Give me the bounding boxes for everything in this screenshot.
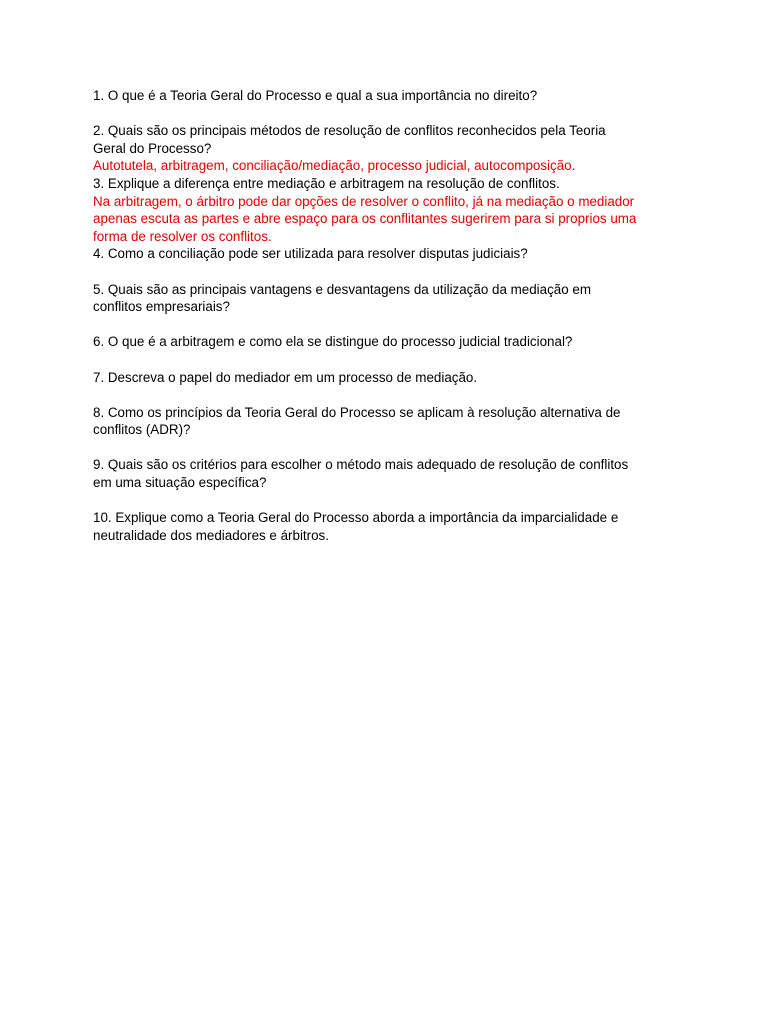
question-3 [93,175,683,245]
spacer [93,351,683,369]
question-9 [93,456,683,491]
question-1 [93,87,683,105]
document-page [93,87,683,544]
question-text: conflitos (ADR)? [93,422,191,438]
question-text: 6. O que é a arbitragem e como ela se distingue do processo judicial tradicional? [93,334,573,350]
question-text: 5. Quais são as principais vantagens e desvantagens da utilização da mediação em [93,281,591,297]
question-text: Geral do Processo? [93,140,212,156]
answer-text: forma de resolver os conflitos. [93,228,272,244]
question-text: 4. Como a conciliação pode ser utilizada para resolver disputas judiciais? [93,246,528,262]
question-text: 2. Quais são os principais métodos de resolução de conflitos reconhecidos pela Teoria [93,123,606,139]
question-8 [93,404,683,439]
spacer [93,492,683,510]
question-text: 3. Explique a diferença entre mediação e arbitragem na resolução de conflitos. [93,175,560,191]
question-text: neutralidade dos mediadores e árbitros. [93,527,329,543]
question-2 [93,122,683,175]
question-7 [93,369,683,387]
answer-text: Na arbitragem, o árbitro pode dar opções de resolver o conflito, já na mediação o mediador [93,193,635,209]
spacer [93,316,683,334]
answer-text: apenas escuta as partes e abre espaço para os conflitantes sugerirem para si proprios uma [93,211,637,227]
question-4 [93,245,683,263]
question-text: 1. O que é a Teoria Geral do Processo e qual a sua importância no direito? [93,88,538,103]
spacer [93,263,683,281]
question-text: em uma situação específica? [93,475,267,491]
spacer [93,105,683,123]
question-text: 7. Descreva o papel do mediador em um processo de mediação. [93,369,478,385]
spacer [93,439,683,457]
question-10 [93,509,683,544]
question-text: 8. Como os princípios da Teoria Geral do Processo se aplicam à resolução alternativa de [93,404,621,420]
spacer [93,386,683,404]
question-text: conflitos empresariais? [93,299,230,315]
answer-text: Autotutela, arbitragem, conciliação/mediação, processo judicial, autocomposição. [93,158,576,174]
question-text: 9. Quais são os critérios para escolher o método mais adequado de resolução de conflitos [93,457,629,473]
question-5 [93,281,683,316]
question-6 [93,333,683,351]
question-text: 10. Explique como a Teoria Geral do Processo aborda a importância da imparcialidade e [93,510,619,526]
